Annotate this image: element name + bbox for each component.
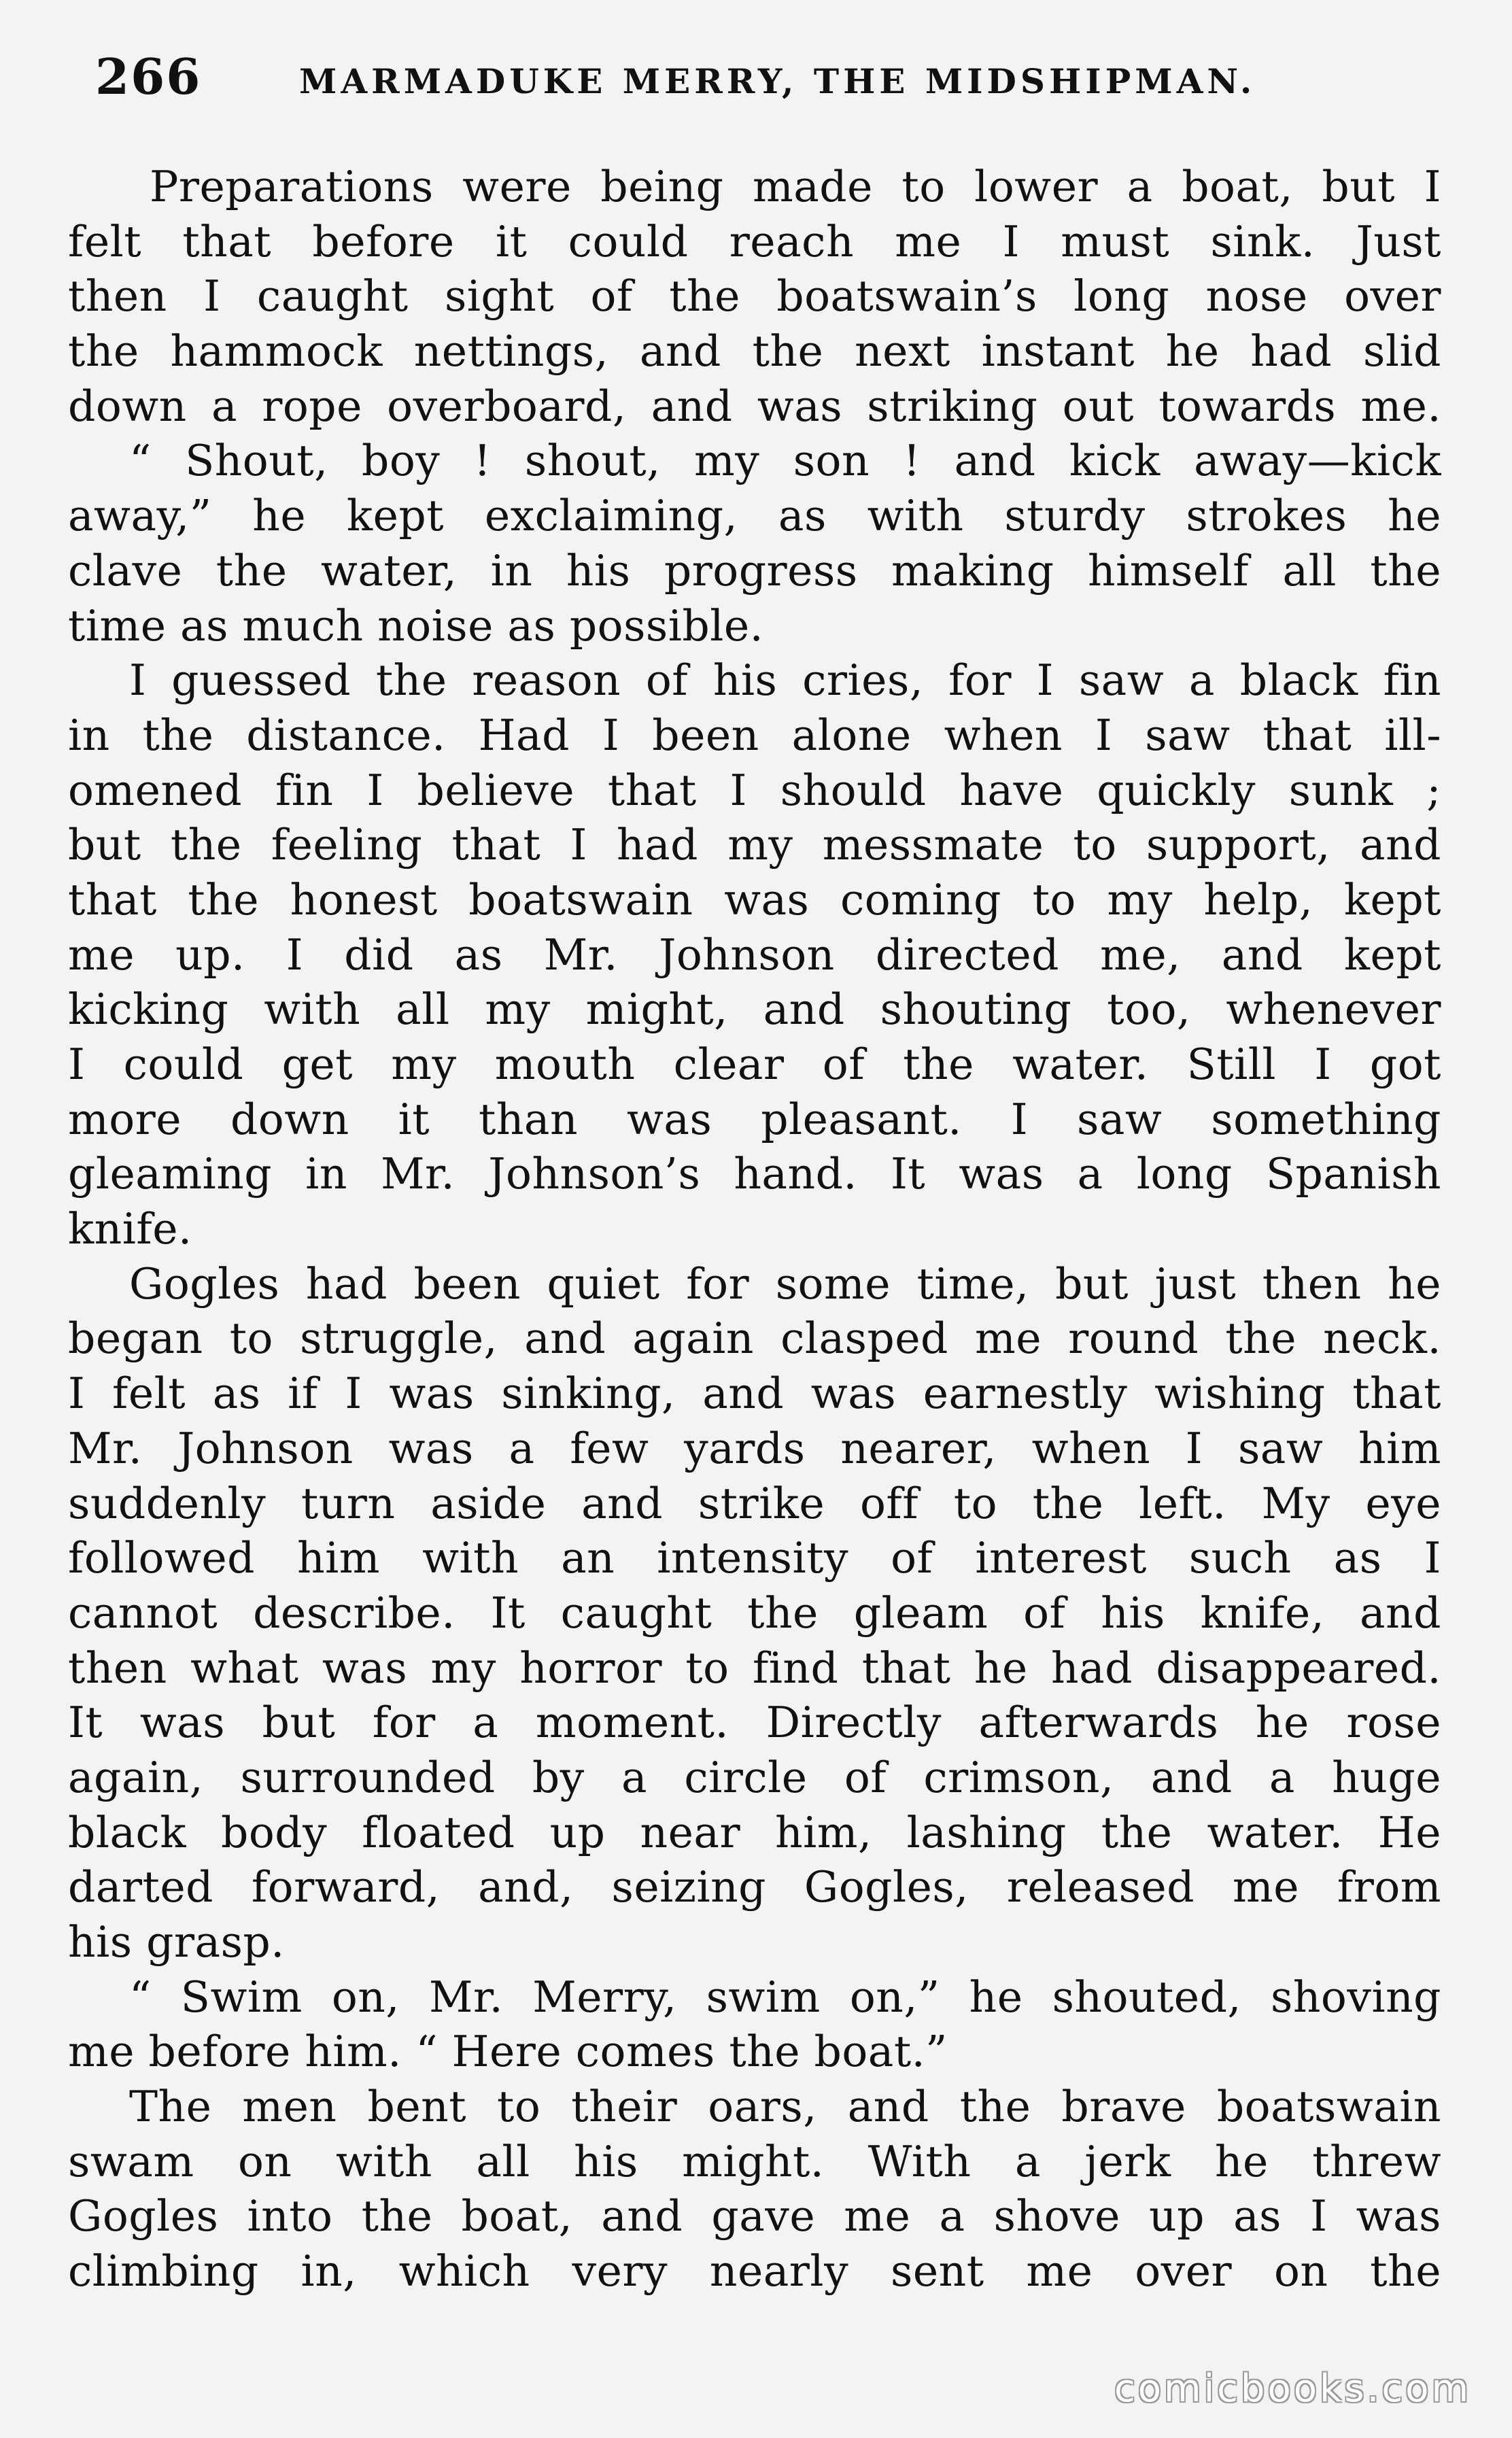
text-line: Gogles into the boat, and gave me a shove up as I was — [68, 2191, 1441, 2242]
text-line: Preparations were being made to lower a boat, but I — [150, 162, 1441, 211]
text-line: then I caught sight of the boatswain’s long nose over — [68, 271, 1441, 322]
text-line: I felt as if I was sinking, and was earnestly wishing that — [68, 1369, 1441, 1419]
text-line: down a rope overboard, and was striking out towards me. — [68, 381, 1441, 431]
text-line: me before him. “ Here comes the boat.” — [68, 2027, 948, 2077]
text-line: Gogles had been quiet for some time, but just then he — [129, 1258, 1441, 1309]
text-line: The men bent to their oars, and the brave boatswain — [129, 2082, 1441, 2132]
body-text — [68, 160, 1441, 2299]
text-line: more down it than was pleasant. I saw something — [68, 1094, 1441, 1144]
text-line: kicking with all my might, and shouting too, whenever — [68, 984, 1441, 1035]
text-line: clave the water, in his progress making himself all the — [68, 545, 1441, 596]
text-line: began to struggle, and again clasped me round the neck. — [68, 1314, 1441, 1364]
page-header — [95, 48, 1421, 122]
text-line: then what was my horror to find that he had disappeared. — [68, 1643, 1441, 1693]
text-line: followed him with an intensity of interest such as I — [68, 1533, 1441, 1583]
watermark: comicbooks.com — [1114, 2367, 1471, 2411]
text-line: black body floated up near him, lashing the water. He — [68, 1807, 1441, 1857]
text-line: but the feeling that I had my messmate to support, and — [68, 820, 1441, 870]
running-title: MARMADUKE MERRY, THE MIDSHIPMAN. — [299, 61, 1256, 101]
text-line: Mr. Johnson was a few yards nearer, when I saw him — [68, 1423, 1441, 1473]
text-line: I guessed the reason of his cries, for I saw a black fin — [129, 655, 1441, 706]
text-line: knife. — [68, 1204, 192, 1254]
page-number: 266 — [95, 48, 202, 105]
text-line: gleaming in Mr. Johnson’s hand. It was a long Spanish — [68, 1149, 1441, 1199]
text-line: swam on with all his might. With a jerk he threw — [68, 2136, 1441, 2186]
text-line: cannot describe. It caught the gleam of his knife, and — [68, 1587, 1441, 1638]
text-line: climbing in, which very nearly sent me over on the — [68, 2246, 1441, 2297]
text-line: that the honest boatswain was coming to my help, kept — [68, 874, 1441, 925]
text-line: It was but for a moment. Directly afterwards he rose — [68, 1698, 1441, 1748]
text-line: the hammock nettings, and the next instant he had slid — [68, 326, 1441, 377]
text-line: in the distance. Had I been alone when I saw that ill- — [68, 710, 1441, 760]
text-line: omened fin I believe that I should have quickly sunk ; — [68, 765, 1441, 815]
text-line: me up. I did as Mr. Johnson directed me, and kept — [68, 929, 1441, 980]
text-line: his grasp. — [68, 1917, 285, 1967]
text-line: darted forward, and, seizing Gogles, released me from — [68, 1862, 1441, 1912]
text-line: time as much noise as possible. — [68, 600, 764, 651]
text-line: away,” he kept exclaiming, as with sturdy strokes he — [68, 491, 1441, 541]
text-line: “ Swim on, Mr. Merry, swim on,” he shouted, shoving — [129, 1972, 1441, 2022]
text-line: “ Shout, boy ! shout, my son ! and kick away—kick — [129, 436, 1441, 486]
text-line: felt that before it could reach me I must sink. Just — [68, 216, 1441, 267]
text-line: I could get my mouth clear of the water. Still I got — [68, 1040, 1441, 1089]
text-line: suddenly turn aside and strike off to the left. My eye — [68, 1478, 1441, 1528]
text-line: again, surrounded by a circle of crimson, and a huge — [68, 1752, 1441, 1802]
